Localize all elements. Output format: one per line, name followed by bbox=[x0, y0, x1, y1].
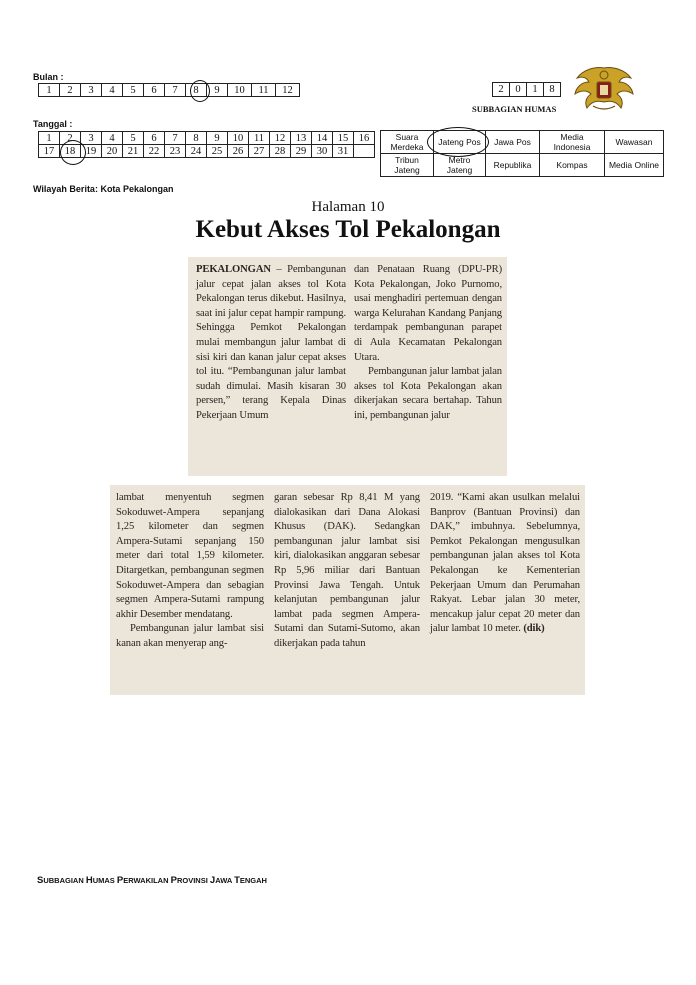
tanggal-cell: 1 bbox=[39, 132, 60, 145]
tanggal-cell: 5 bbox=[123, 132, 144, 145]
tanggal-cell: 26 bbox=[228, 145, 249, 158]
tanggal-cell: 7 bbox=[165, 132, 186, 145]
tanggal-cell: 16 bbox=[354, 132, 375, 145]
tanggal-cell: 21 bbox=[123, 145, 144, 158]
tanggal-cell: 18 bbox=[60, 145, 81, 158]
year-digit: 1 bbox=[527, 83, 544, 97]
office-name: SUBBAGIAN HUMAS bbox=[472, 104, 557, 114]
bulan-cell: 8 bbox=[186, 84, 207, 97]
page-number: Halaman 10 bbox=[311, 199, 385, 215]
bulan-cell: 12 bbox=[276, 84, 300, 97]
tanggal-cell: 22 bbox=[144, 145, 165, 158]
tanggal-cell: 15 bbox=[333, 132, 354, 145]
article-column-3 bbox=[116, 491, 264, 652]
footer-initial: P bbox=[170, 875, 177, 886]
footer-rest: ERWAKILAN bbox=[123, 876, 171, 885]
tanggal-cell: 9 bbox=[207, 132, 228, 145]
article-text: – Pembangunan jalur cepat jalan akses tol Kota Pekalongan terus dikebut. Hasilnya, saat ini jalur cepat hampir rampung. Sehingga Pemkot Pekalongan mulai membangun jalur lambat di sisi kiri dan kanan jalur cepat akses tol itu. “Pembangunan jalur lambat sudah dimulai. Masih kisaran 30 persen,” terang Kepala Dinas Pekerjaan Umum bbox=[196, 264, 346, 421]
bulan-cell: 2 bbox=[60, 84, 81, 97]
year-digit: 0 bbox=[510, 83, 527, 97]
wilayah-berita: Wilayah Berita: Kota Pekalongan bbox=[33, 184, 174, 194]
footer-initial: T bbox=[234, 875, 240, 886]
tanggal-cell bbox=[354, 145, 375, 158]
bulan-cell: 6 bbox=[144, 84, 165, 97]
news-clipping-bottom bbox=[110, 485, 585, 695]
media-media-online: Media Online bbox=[605, 154, 664, 177]
media-suara-merdeka: Suara Merdeka bbox=[381, 131, 434, 154]
news-clipping-top bbox=[188, 257, 507, 476]
tanggal-label: Tanggal : bbox=[33, 119, 73, 129]
tanggal-cell: 25 bbox=[207, 145, 228, 158]
footer-rest: UBBAGIAN bbox=[43, 876, 86, 885]
tanggal-cell: 2 bbox=[60, 132, 81, 145]
dateline: PEKALONGAN bbox=[196, 264, 271, 275]
article-text: Pembangunan jalur lambat sisi kanan akan menyerap ang- bbox=[116, 623, 264, 649]
year-grid bbox=[492, 82, 561, 97]
tanggal-cell: 31 bbox=[333, 145, 354, 158]
tanggal-cell: 14 bbox=[312, 132, 333, 145]
footer-rest: ENGAH bbox=[239, 876, 267, 885]
tanggal-cell: 24 bbox=[186, 145, 207, 158]
media-media-indonesia: Media Indonesia bbox=[540, 131, 605, 154]
tanggal-cell: 4 bbox=[102, 132, 123, 145]
bulan-cell: 5 bbox=[123, 84, 144, 97]
tanggal-cell: 27 bbox=[249, 145, 270, 158]
bulan-cell: 4 bbox=[102, 84, 123, 97]
article-text: 2019. “Kami akan usulkan melalui Banprov (Bantuan Provinsi) dan DAK,” imbuhnya. Sebelumnya, Pemkot Pekalongan mengusulkan pembangunan jalan akses tol Kota Pekalongan ke Kementerian Pekerjaan Umum dan Perumahan Rakyat. Lebar jalan 30 meter, mencakup jalur cepat 20 meter dan jalur lambat 10 meter. bbox=[430, 492, 580, 635]
bulan-cell: 3 bbox=[81, 84, 102, 97]
bulan-cell: 11 bbox=[252, 84, 276, 97]
tanggal-cell: 12 bbox=[270, 132, 291, 145]
tanggal-cell: 19 bbox=[81, 145, 102, 158]
headline: Kebut Akses Tol Pekalongan bbox=[195, 216, 501, 243]
bulan-cell: 1 bbox=[39, 84, 60, 97]
article-column-4 bbox=[274, 491, 420, 652]
year-digit: 2 bbox=[493, 83, 510, 97]
footer-rest: UMAS bbox=[92, 876, 117, 885]
bulan-cell: 7 bbox=[165, 84, 186, 97]
article-column-2 bbox=[354, 263, 502, 424]
article-column-5 bbox=[430, 491, 580, 637]
bulan-label: Bulan : bbox=[33, 72, 64, 82]
bulan-cell: 10 bbox=[228, 84, 252, 97]
tanggal-cell: 23 bbox=[165, 145, 186, 158]
tanggal-cell: 29 bbox=[291, 145, 312, 158]
media-republika: Republika bbox=[486, 154, 540, 177]
tanggal-cell: 6 bbox=[144, 132, 165, 145]
media-metro-jateng: Metro Jateng bbox=[434, 154, 486, 177]
article-text: lambat menyentuh segmen Sokoduwet-Ampera sepanjang 1,25 kilometer dan segmen Ampera-Sutami sepanjang 150 meter dari total 1,59 kilometer. Ditargetkan, pembangunan segmen Sokoduwet-Ampera dan sebagian segmen Ampera-Sutami rampung akhir Desember mendatang. bbox=[116, 492, 264, 620]
tanggal-cell: 3 bbox=[81, 132, 102, 145]
media-grid bbox=[380, 130, 664, 177]
byline: (dik) bbox=[523, 623, 545, 635]
article-column-1 bbox=[196, 263, 346, 424]
year-digit: 8 bbox=[544, 83, 561, 97]
footer-initial: J bbox=[209, 875, 216, 886]
media-kompas: Kompas bbox=[540, 154, 605, 177]
footer-rest: AWA bbox=[215, 876, 235, 885]
article-text: Pembangunan jalur lambat jalan akses tol Kota Pekalongan akan dikerjakan secara bertahap. Tahun ini, pembangunan jalur bbox=[354, 366, 502, 421]
tanggal-cell: 11 bbox=[249, 132, 270, 145]
media-wawasan: Wawasan bbox=[605, 131, 664, 154]
footer-office bbox=[37, 875, 267, 886]
garuda-emblem-icon bbox=[573, 64, 635, 116]
article-text: garan sebesar Rp 8,41 M yang dialokasikan dari Dana Alokasi Khusus (DAK). Sedangkan pembangunan jalur lambat sisi kiri, dialokasikan anggaran sebesar Rp 5,96 miliar dari Bantuan Provinsi Jawa Tengah. Untuk kelanjutan pembangunan jalur lambat pada segmen Ampera-Sutami dan Sutami-Sutomo, akan dikerjakan pada tahun bbox=[274, 492, 420, 649]
media-tribun-jateng: Tribun Jateng bbox=[381, 154, 434, 177]
tanggal-cell: 20 bbox=[102, 145, 123, 158]
footer-initial: P bbox=[116, 875, 124, 886]
tanggal-cell: 28 bbox=[270, 145, 291, 158]
article-text: dan Penataan Ruang (DPU-PR) Kota Pekalongan, Joko Purnomo, usai menghadiri pertemuan dengan warga Kelurahan Kandang Panjang terdampak pembangunan parapet di Aula Kecamatan Pekalongan Utara. bbox=[354, 264, 502, 363]
footer-initial: S bbox=[37, 875, 44, 886]
media-jateng-pos: Jateng Pos bbox=[434, 131, 486, 154]
footer-initial: H bbox=[85, 875, 93, 886]
tanggal-cell: 10 bbox=[228, 132, 249, 145]
tanggal-grid bbox=[38, 131, 375, 158]
bulan-cell: 9 bbox=[207, 84, 228, 97]
tanggal-cell: 17 bbox=[39, 145, 60, 158]
tanggal-cell: 30 bbox=[312, 145, 333, 158]
tanggal-cell: 8 bbox=[186, 132, 207, 145]
bulan-grid bbox=[38, 83, 300, 97]
tanggal-cell: 13 bbox=[291, 132, 312, 145]
media-jawa-pos: Jawa Pos bbox=[486, 131, 540, 154]
footer-rest: ROVINSI bbox=[176, 876, 210, 885]
